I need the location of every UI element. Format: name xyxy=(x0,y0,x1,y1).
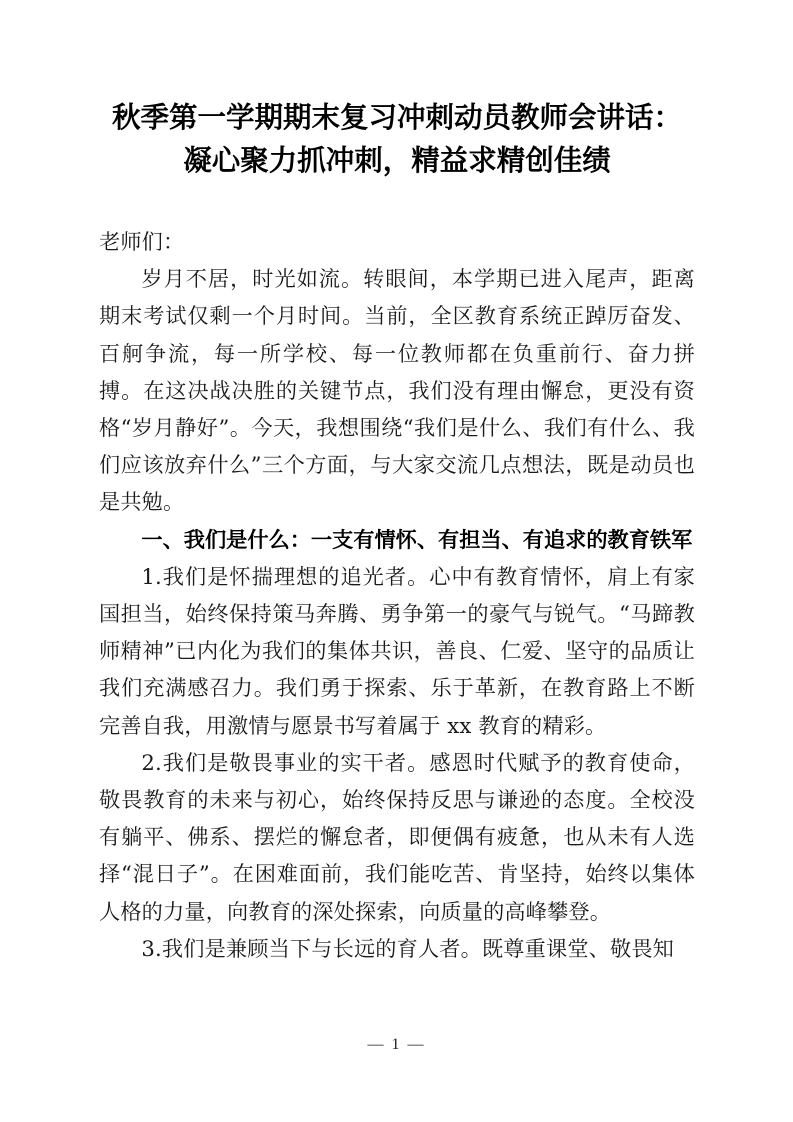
paragraph-point-1: 1.我们是怀揣理想的追光者。心中有教育情怀，肩上有家国担当，始终保持策马奔腾、勇争第一的豪气与锐气。“马蹄教师精神”已内化为我们的集体共识，善良、仁爱、坚守的品质让我们充满感召力。我们勇于探索、乐于革新，在教育路上不断完善自我，用激情与愿景书写着属于 xx 教育的精彩。 xyxy=(99,563,695,738)
section-heading-1: 一、我们是什么：一支有情怀、有担当、有追求的教育铁军 xyxy=(141,526,693,552)
salutation: 老师们： xyxy=(99,229,185,254)
document-content xyxy=(99,96,695,967)
page-number-footer: — 1 — xyxy=(367,1036,426,1053)
page-title: 秋季第一学期期末复习冲刺动员教师会讲话：凝心聚力抓冲刺，精益求精创佳绩 xyxy=(111,101,682,177)
paragraph-point-3: 3.我们是兼顾当下与长远的育人者。既尊重课堂、敬畏知 xyxy=(141,935,675,961)
document-body xyxy=(99,223,695,967)
paragraph-opening: 岁月不居，时光如流。转眼间，本学期已进入尾声，距离期末考试仅剩一个月时间。当前，全区教育系统正踔厉奋发、百舸争流，每一所学校、每一位教师都在负重前行、奋力拼搏。在这决战决胜的关键节点，我们没有理由懈怠，更没有资格“岁月静好”。今天，我想围绕“我们是什么、我们有什么、我们应该放弃什么”三个方面，与大家交流几点想法，既是动员也是共勉。 xyxy=(99,266,695,515)
paragraph-point-2: 2.我们是敬畏事业的实干者。感恩时代赋予的教育使命，敬畏教育的未来与初心，始终保持反思与谦逊的态度。全校没有躺平、佛系、摆烂的懈怠者，即便偶有疲惫，也从未有人选择“混日子”。在困难面前，我们能吃苦、肯坚持，始终以集体人格的力量，向教育的深处探索，向质量的高峰攀登。 xyxy=(99,749,695,924)
